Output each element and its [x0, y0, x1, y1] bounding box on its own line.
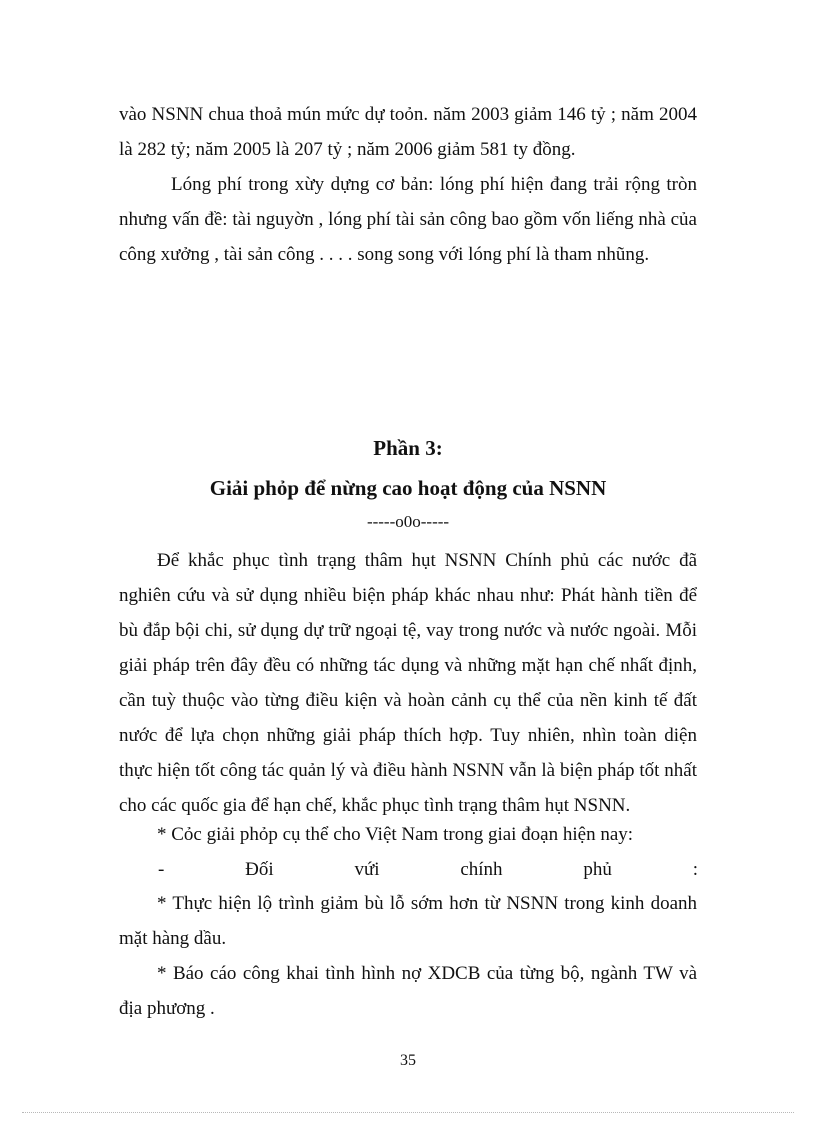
paragraph-debt-report: [119, 956, 697, 1026]
paragraph-text: * Cỏc giải phỏp cụ thể cho Việt Nam trong giai đoạn hiện nay:: [157, 824, 634, 845]
government-line-word: Đối: [245, 859, 274, 880]
paragraph-text: Để khắc phục tình trạng thâm hụt NSNN Chính phủ các nước đã nghiên cứu và sử dụng nhiều biện pháp khác nhau như: Phát hành tiền để bù đắp bội chi, sử dụng dự trữ ngoại tệ, vay trong nước và nước ngoài. Mỗi giải pháp trên đây đều có những tác dụng và những mặt hạn chế nhất định, cần tuỳ thuộc vào từng điều kiện và hoàn cảnh cụ thể của nền kinh tế đất nước để lựa chọn những giải pháp thích hợp. Tuy nhiên, nhìn toàn diện thực hiện tốt công tác quản lý và điều hành NSNN vẫn là biện pháp tốt nhất cho các quốc gia để hạn chế, khắc phục tình trạng thâm hụt NSNN.: [119, 550, 697, 816]
paragraph-text: * Báo cáo công khai tình hình nợ XDCB của từng bộ, ngành TW và địa phương .: [119, 963, 697, 1019]
government-line-colon: :: [692, 859, 698, 880]
government-line-dash: -: [158, 859, 165, 880]
paragraph-text: Lóng phí trong xừy dựng cơ bản: lóng phí hiện đang trải rộng tròn nhưng vấn đề: tài nguyờn , lóng phí tài sản công bao gồm vốn liếng nhà của công xưởng , tài sản công . . . . song song với lóng phí là tham nhũng.: [119, 174, 697, 265]
paragraph-deficit-summary: [119, 97, 697, 167]
government-line-word: chính: [460, 859, 503, 880]
page-bottom-divider: [22, 1112, 794, 1113]
section-divider: -----o0o-----: [366, 512, 450, 531]
paragraph-text: * Thực hiện lộ trình giảm bù lỗ sớm hơn từ NSNN trong kinh doanh mặt hàng dầu.: [119, 893, 697, 949]
paragraph-text: vào NSNN chua thoả mún mức dự toỏn. năm 2003 giảm 146 tỷ ; năm 2004 là 282 tỷ; năm 2005 là 207 tỷ ; năm 2006 giảm 581 ty đồng.: [119, 104, 697, 160]
paragraph-vietnam-solutions: [119, 817, 697, 852]
government-line: [158, 852, 698, 887]
paragraph-measures-intro: [119, 543, 697, 823]
government-line-word: vứi: [354, 859, 380, 880]
paragraph-roadmap: [119, 886, 697, 956]
page-number: 35: [400, 1052, 416, 1069]
section-title: Giải phỏp để nừng cao hoạt động của NSNN: [209, 476, 607, 500]
paragraph-waste: [119, 167, 697, 272]
government-line-word: phủ: [583, 859, 612, 880]
section-part-label: Phần 3:: [373, 436, 443, 460]
